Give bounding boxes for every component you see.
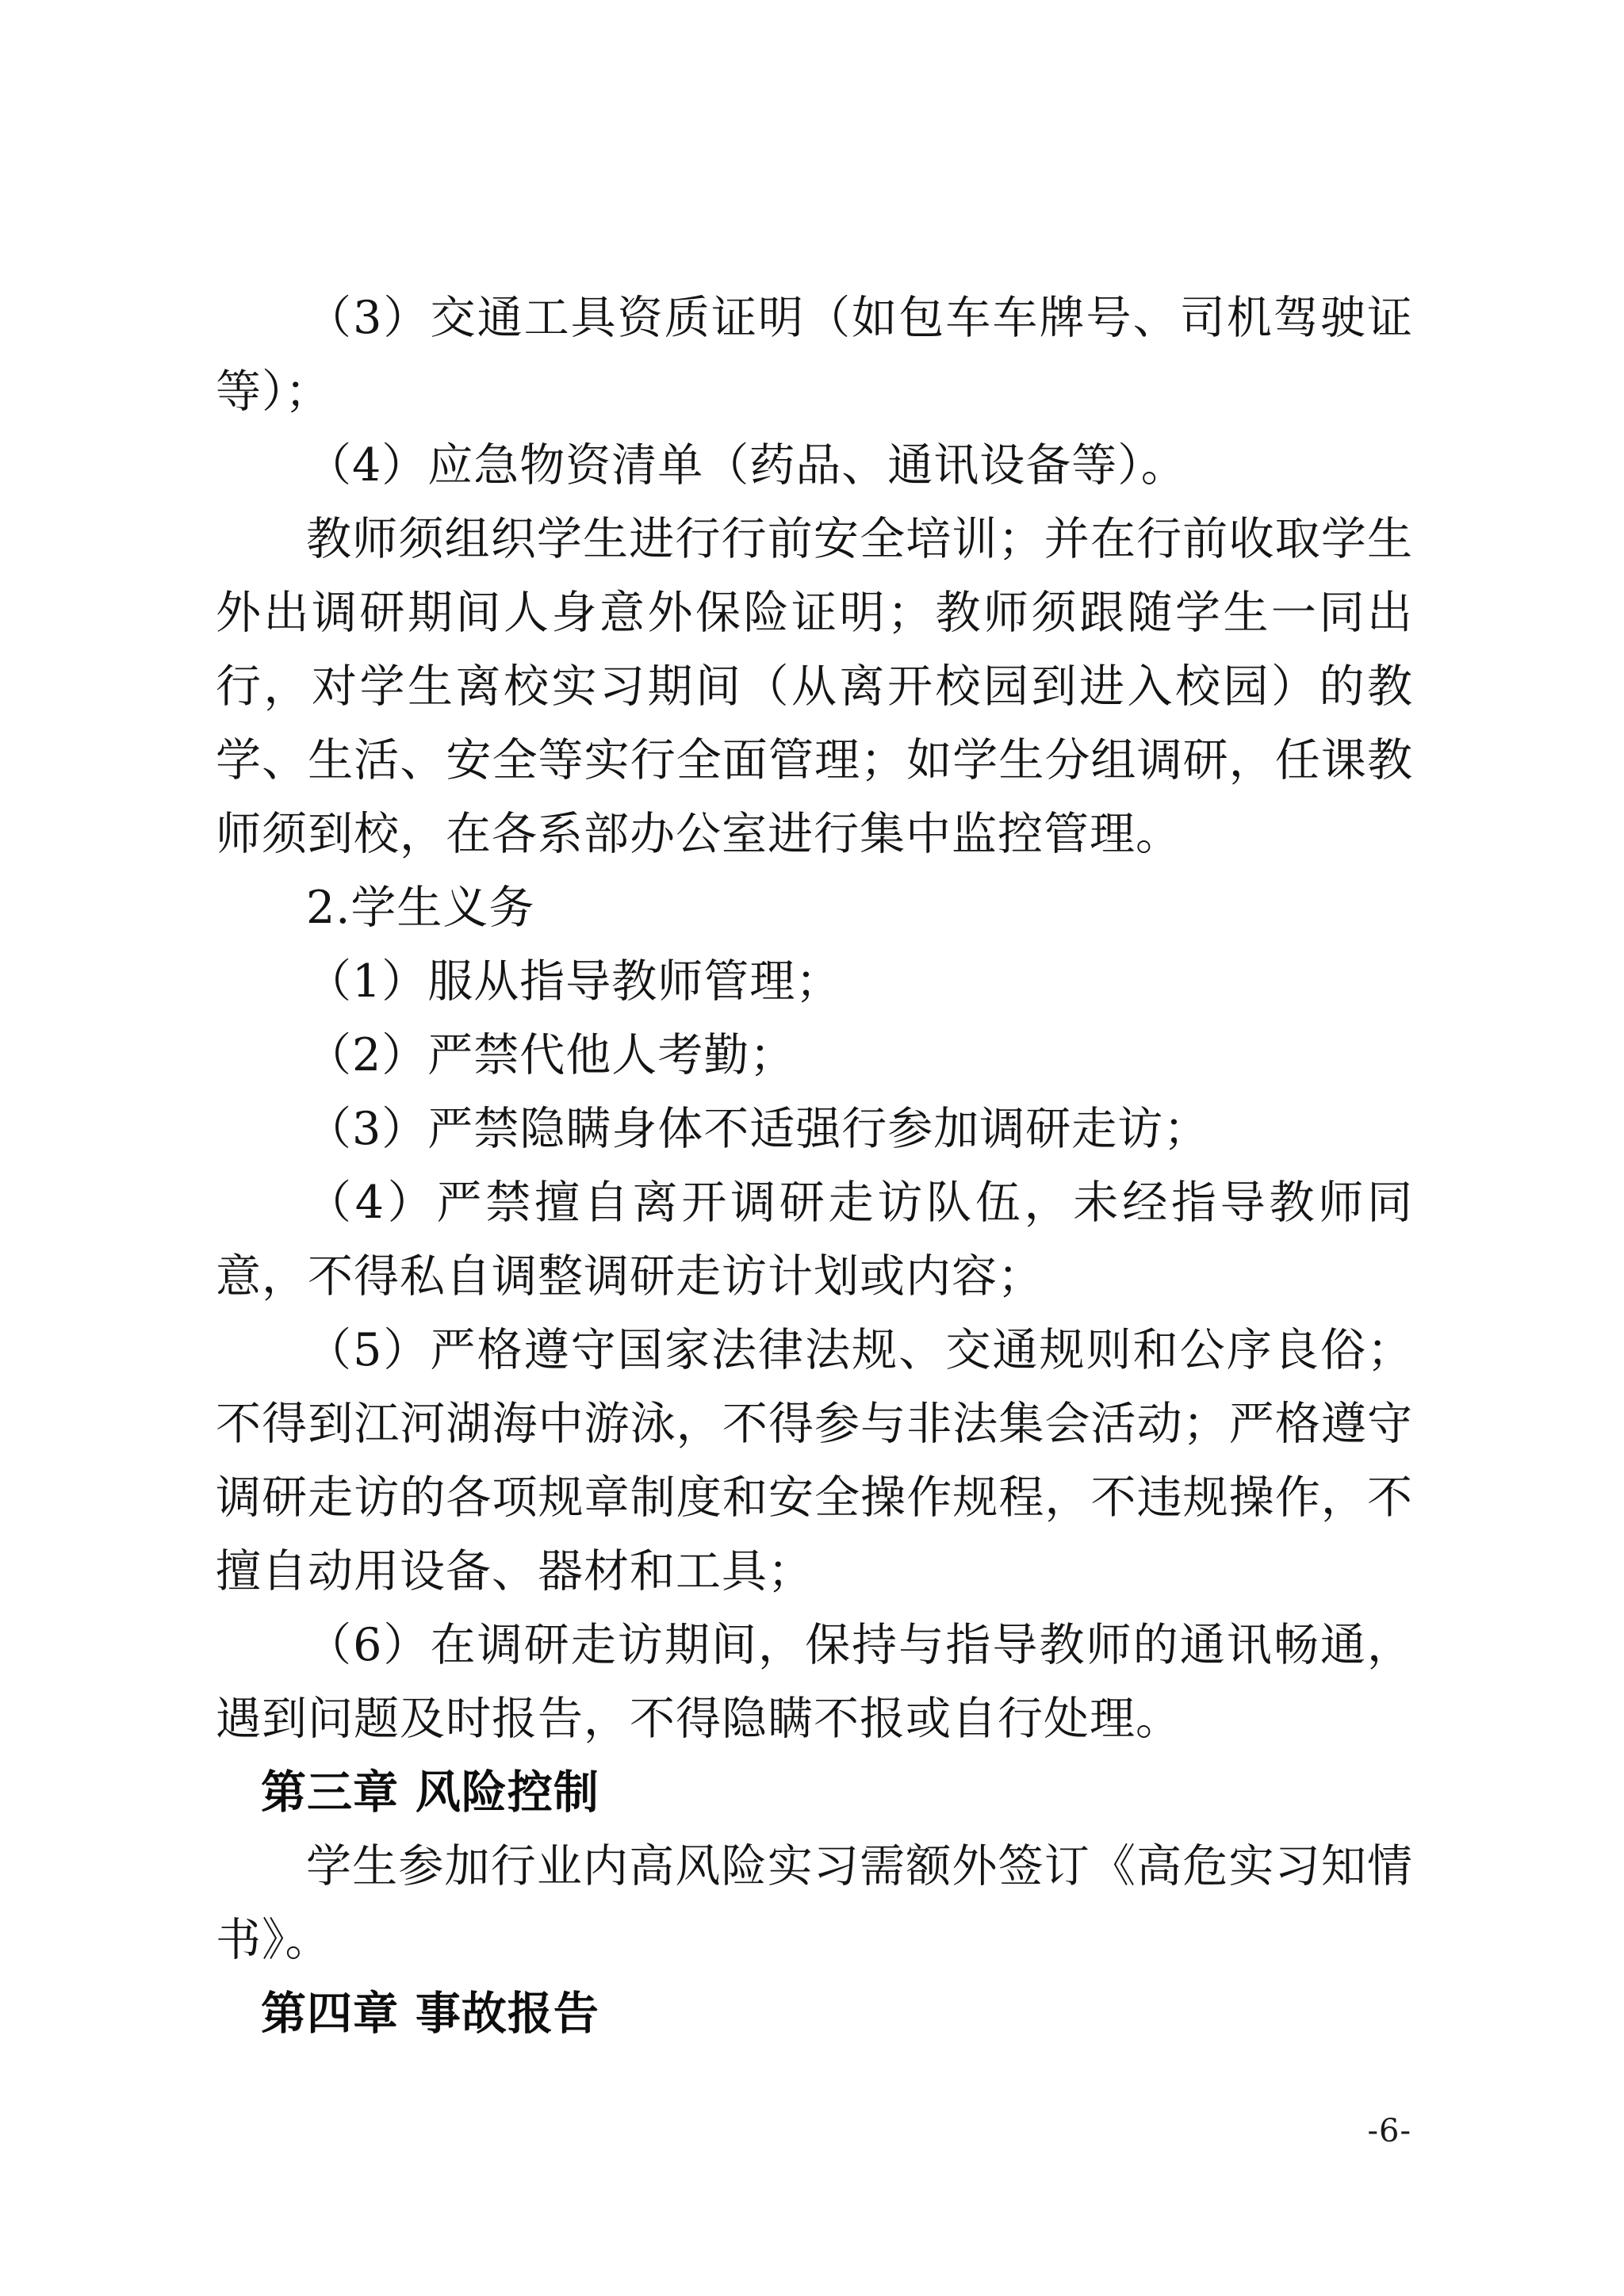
document-body <box>216 281 1413 2051</box>
paragraph-teacher-duties: 教师须组织学生进行行前安全培训；并在行前收取学生外出调研期间人身意外保险证明；教师须跟随学生一同出行，对学生离校实习期间（从离开校园到进入校园）的教学、生活、安全等实行全面管理；如学生分组调研，任课教师须到校，在各系部办公室进行集中监控管理。 <box>216 513 1413 860</box>
paragraph-item-3-transport-cert: （3）交通工具资质证明（如包车车牌号、司机驾驶证等）； <box>216 292 1413 418</box>
page-number: -6- <box>1367 2113 1411 2149</box>
paragraph-student-item-4: （4）严禁擅自离开调研走访队伍，未经指导教师同意，不得私自调整调研走访计划或内容； <box>216 1177 1413 1303</box>
heading-chapter-three: 第三章 风险控制 <box>261 1766 599 1819</box>
heading-chapter-four: 第四章 事故报告 <box>261 1988 599 2040</box>
paragraph-student-item-5: （5）严格遵守国家法律法规、交通规则和公序良俗；不得到江河湖海中游泳，不得参与非法集会活动；严格遵守调研走访的各项规章制度和安全操作规程，不违规操作，不擅自动用设备、器材和工具； <box>216 1324 1413 1598</box>
paragraph-student-item-2: （2）严禁代他人考勤； <box>306 1029 796 1081</box>
paragraph-student-item-3: （3）严禁隐瞒身体不适强行参加调研走访； <box>306 1103 1210 1155</box>
paragraph-student-item-6: （6）在调研走访期间，保持与指导教师的通讯畅通，遇到问题及时报告，不得隐瞒不报或自行处理。 <box>216 1619 1413 1745</box>
paragraph-item-4-emergency-supplies: （4）应急物资清单（药品、通讯设备等）。 <box>306 439 1187 492</box>
paragraph-section-2-student-duties: 2.学生义务 <box>306 882 535 934</box>
paragraph-student-item-1: （1）服从指导教师管理； <box>306 955 842 1008</box>
paragraph-high-risk-internship: 学生参加行业内高风险实习需额外签订《高危实习知情书》。 <box>216 1840 1413 1966</box>
